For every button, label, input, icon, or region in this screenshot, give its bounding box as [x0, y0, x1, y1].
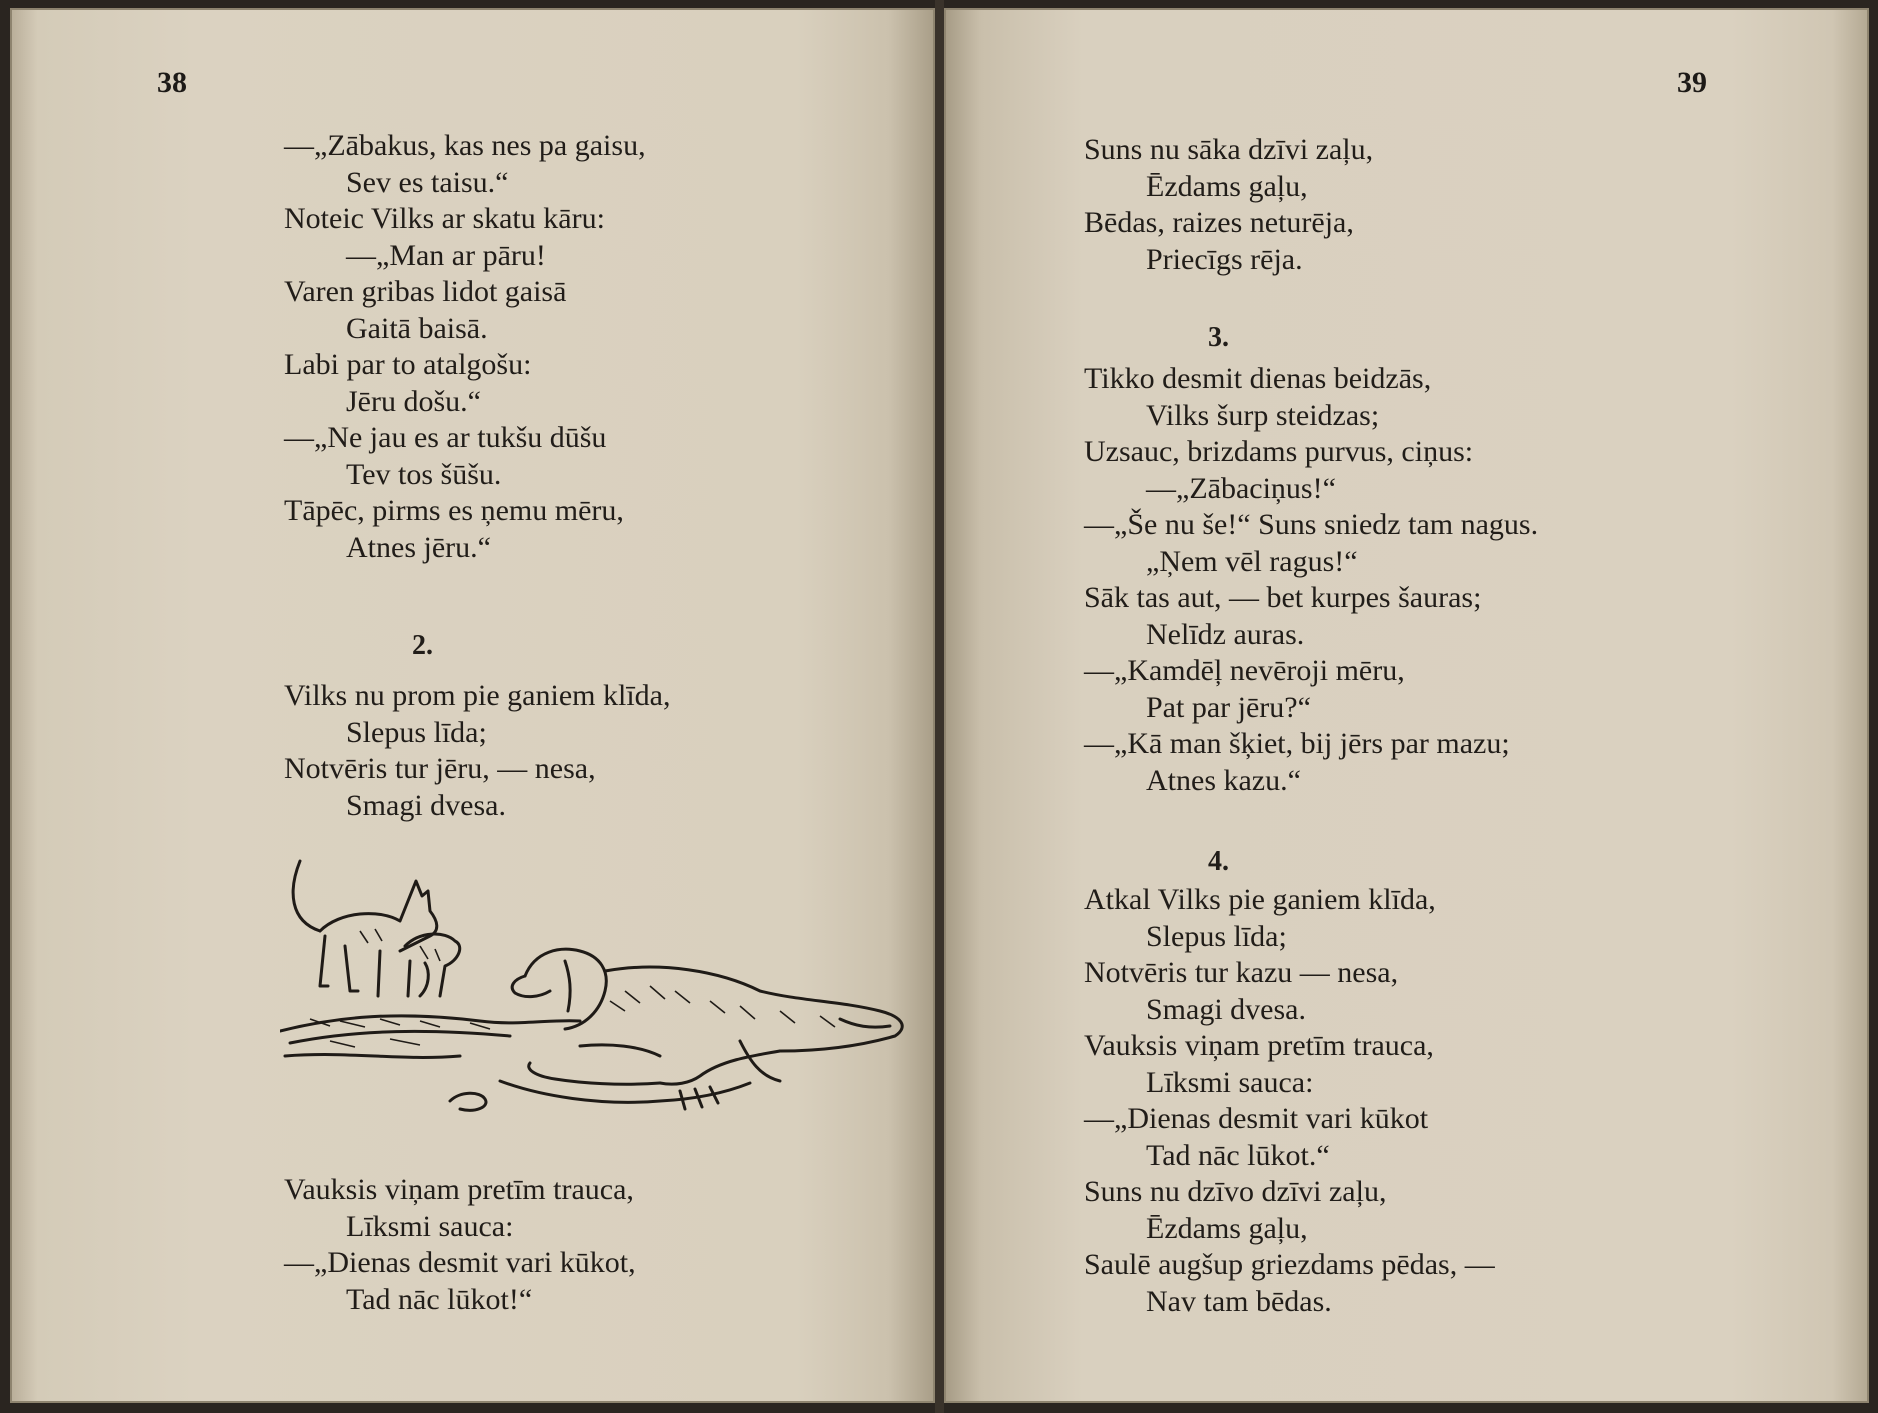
poem-line: Līksmi sauca: — [346, 1209, 514, 1243]
page-number-left: 38 — [157, 66, 187, 99]
section-heading-4: 4. — [1208, 846, 1229, 877]
page-number-right: 39 — [1677, 66, 1707, 99]
left-page — [10, 8, 935, 1403]
poem-line: Notvēris tur jēru, — nesa, — [284, 752, 596, 785]
poem-line: Gaitā baisā. — [346, 311, 488, 345]
right-stanza-1 — [1084, 132, 1373, 278]
poem-line: Saulē augšup griezdams pēdas, — — [1084, 1248, 1495, 1281]
poem-line: —„Kamdēļ nevēroji mēru, — [1084, 654, 1405, 687]
poem-line: Noteic Vilks ar skatu kāru: — [284, 202, 605, 235]
poem-line: Līksmi sauca: — [1146, 1065, 1314, 1099]
poem-line: Suns nu dzīvo dzīvi zaļu, — [1084, 1175, 1387, 1208]
poem-line: Uzsauc, brizdams purvus, ciņus: — [1084, 435, 1474, 468]
poem-line: —„Zābakus, kas nes pa gaisu, — [284, 129, 646, 162]
poem-line: —„Kā man šķiet, bij jērs par mazu; — [1084, 727, 1510, 760]
poem-line: —„Dienas desmit vari kūkot, — [284, 1246, 636, 1279]
poem-line: Bēdas, raizes neturēja, — [1084, 206, 1354, 239]
poem-line: —„Ne jau es ar tukšu dūšu — [284, 421, 607, 454]
poem-line: Tad nāc lūkot!“ — [346, 1282, 533, 1316]
poem-line: „Ņem vēl ragus!“ — [1146, 544, 1358, 578]
poem-line: Nelīdz auras. — [1146, 617, 1305, 651]
poem-line: Priecīgs rēja. — [1146, 242, 1303, 276]
poem-line: Tad nāc lūkot.“ — [1146, 1138, 1330, 1172]
poem-line: Sāk tas aut, — bet kurpes šauras; — [1084, 581, 1482, 614]
wolf-lamb-dog-illustration-icon — [280, 851, 920, 1131]
poem-line: Tev tos šūšu. — [346, 457, 502, 491]
poem-line: Nav tam bēdas. — [1146, 1284, 1332, 1318]
right-page — [944, 8, 1869, 1403]
poem-line: Pat par jēru?“ — [1146, 690, 1311, 724]
poem-line: —„Še nu še!“ Suns sniedz tam nagus. — [1084, 508, 1539, 541]
left-stanza-3 — [284, 1172, 636, 1318]
poem-line: Notvēris tur kazu — nesa, — [1084, 956, 1399, 989]
poem-line: Vauksis viņam pretīm trauca, — [284, 1173, 634, 1206]
section-heading-2: 2. — [412, 630, 433, 661]
poem-line: Smagi dvesa. — [1146, 992, 1306, 1026]
poem-line: Ēzdams gaļu, — [1146, 169, 1308, 203]
left-stanza-1 — [284, 128, 646, 566]
poem-line: Atnes jēru.“ — [346, 530, 491, 564]
poem-line: —„Zābaciņus!“ — [1146, 471, 1336, 505]
poem-line: Tāpēc, pirms es ņemu mēru, — [284, 494, 624, 527]
poem-line: Suns nu sāka dzīvi zaļu, — [1084, 133, 1374, 166]
poem-line: Atkal Vilks pie ganiem klīda, — [1084, 883, 1436, 916]
book-gutter — [935, 0, 944, 1413]
poem-line: —„Dienas desmit vari kūkot — [1084, 1102, 1429, 1135]
poem-line: Vilks nu prom pie ganiem klīda, — [284, 679, 671, 712]
poem-line: Ēzdams gaļu, — [1146, 1211, 1308, 1245]
poem-line: Sev es taisu.“ — [346, 165, 509, 199]
poem-line: Slepus līda; — [346, 715, 487, 749]
poem-line: Labi par to atalgošu: — [284, 348, 532, 381]
right-stanza-2 — [1084, 361, 1538, 799]
poem-line: Smagi dvesa. — [346, 788, 506, 822]
poem-line: —„Man ar pāru! — [346, 238, 546, 272]
poem-line: Jēru došu.“ — [346, 384, 481, 418]
poem-line: Slepus līda; — [1146, 919, 1287, 953]
poem-line: Atnes kazu.“ — [1146, 763, 1301, 797]
right-stanza-3 — [1084, 882, 1495, 1320]
poem-line: Varen gribas lidot gaisā — [284, 275, 567, 308]
section-heading-3: 3. — [1208, 322, 1229, 353]
poem-line: Tikko desmit dienas beidzās, — [1084, 362, 1432, 395]
poem-line: Vilks šurp steidzas; — [1146, 398, 1380, 432]
poem-line: Vauksis viņam pretīm trauca, — [1084, 1029, 1434, 1062]
left-stanza-2 — [284, 678, 670, 824]
